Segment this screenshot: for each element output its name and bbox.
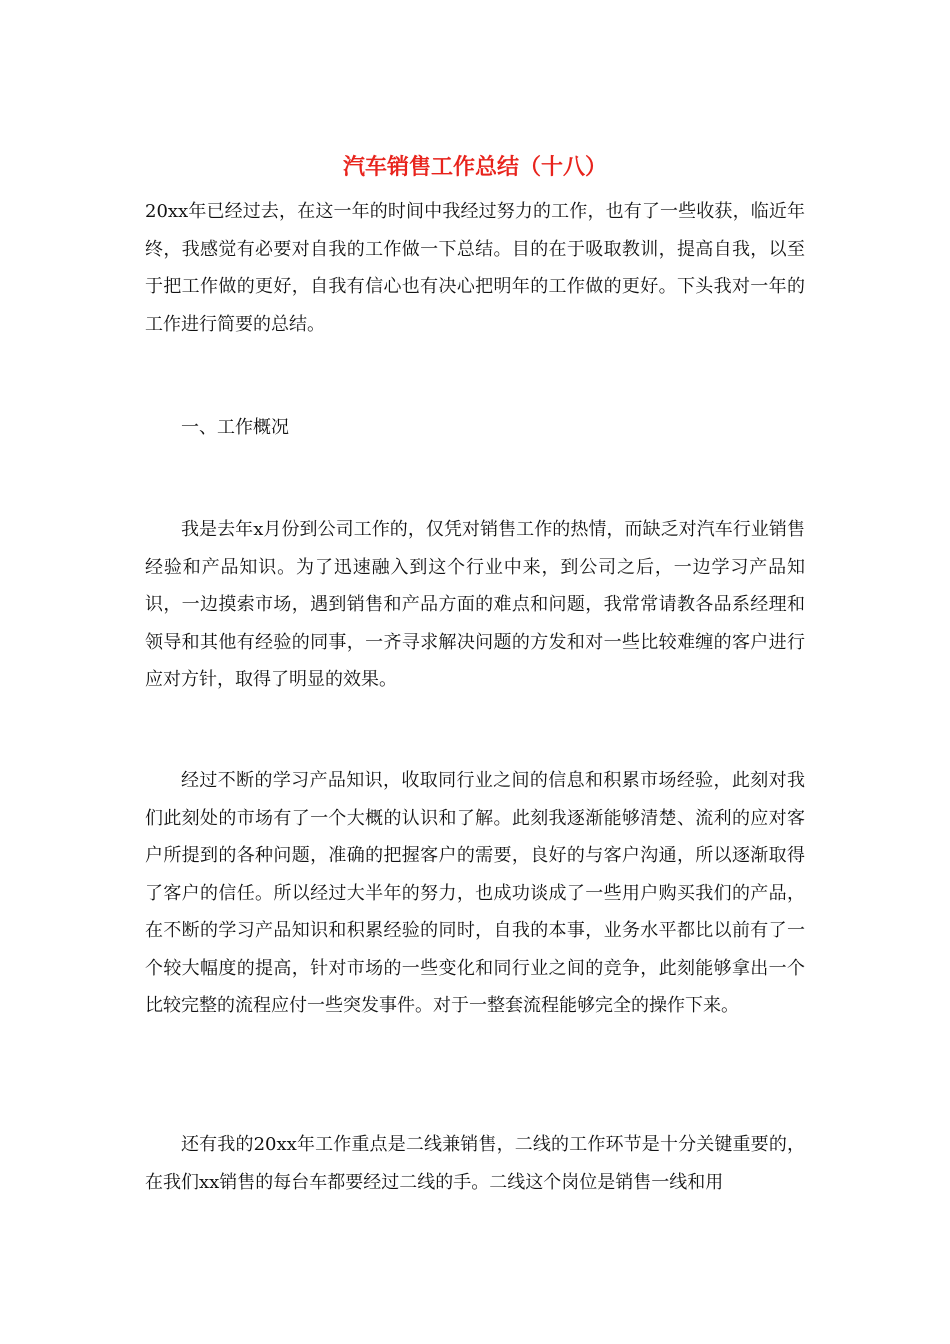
section-heading: 一、工作概况 bbox=[181, 417, 289, 438]
document-title: 汽车销售工作总结（十八） bbox=[342, 154, 607, 180]
intro-paragraph: 20xx年已经过去，在这一年的时间中我经过努力的工作，也有了一些收获，临近年终，我感觉有必要对自我的工作做一下总结。目的在于吸取教训，提高自我，以至于把工作做的更好，自我有信心也有决心把明年的工作做的更好。下头我对一年的工作进行简要的总结。 bbox=[145, 201, 805, 335]
body-paragraph: 经过不断的学习产品知识，收取同行业之间的信息和积累市场经验，此刻对我们此刻处的市场有了一个大概的认识和了解。此刻我逐渐能够清楚、流利的应对客户所提到的各种问题，准确的把握客户的需要，良好的与客户沟通，所以逐渐取得了客户的信任。所以经过大半年的努力，也成功谈成了一些用户购买我们的产品，在不断的学习产品知识和积累经验的同时，自我的本事，业务水平都比以前有了一个较大幅度的提高，针对市场的一些变化和同行业之间的竞争，此刻能够拿出一个比较完整的流程应付一些突发事件。对于一整套流程能够完全的操作下来。 bbox=[145, 770, 805, 1016]
body-paragraph: 还有我的20xx年工作重点是二线兼销售，二线的工作环节是十分关键重要的，在我们xx销售的每台车都要经过二线的手。二线这个岗位是销售一线和用 bbox=[145, 1134, 805, 1193]
body-paragraph: 我是去年x月份到公司工作的，仅凭对销售工作的热情，而缺乏对汽车行业销售经验和产品知识。为了迅速融入到这个行业中来，到公司之后，一边学习产品知识，一边摸索市场，遇到销售和产品方面的难点和问题，我常常请教各品系经理和领导和其他有经验的同事，一齐寻求解决问题的方发和对一些比较难缠的客户进行应对方针，取得了明显的效果。 bbox=[145, 519, 805, 690]
